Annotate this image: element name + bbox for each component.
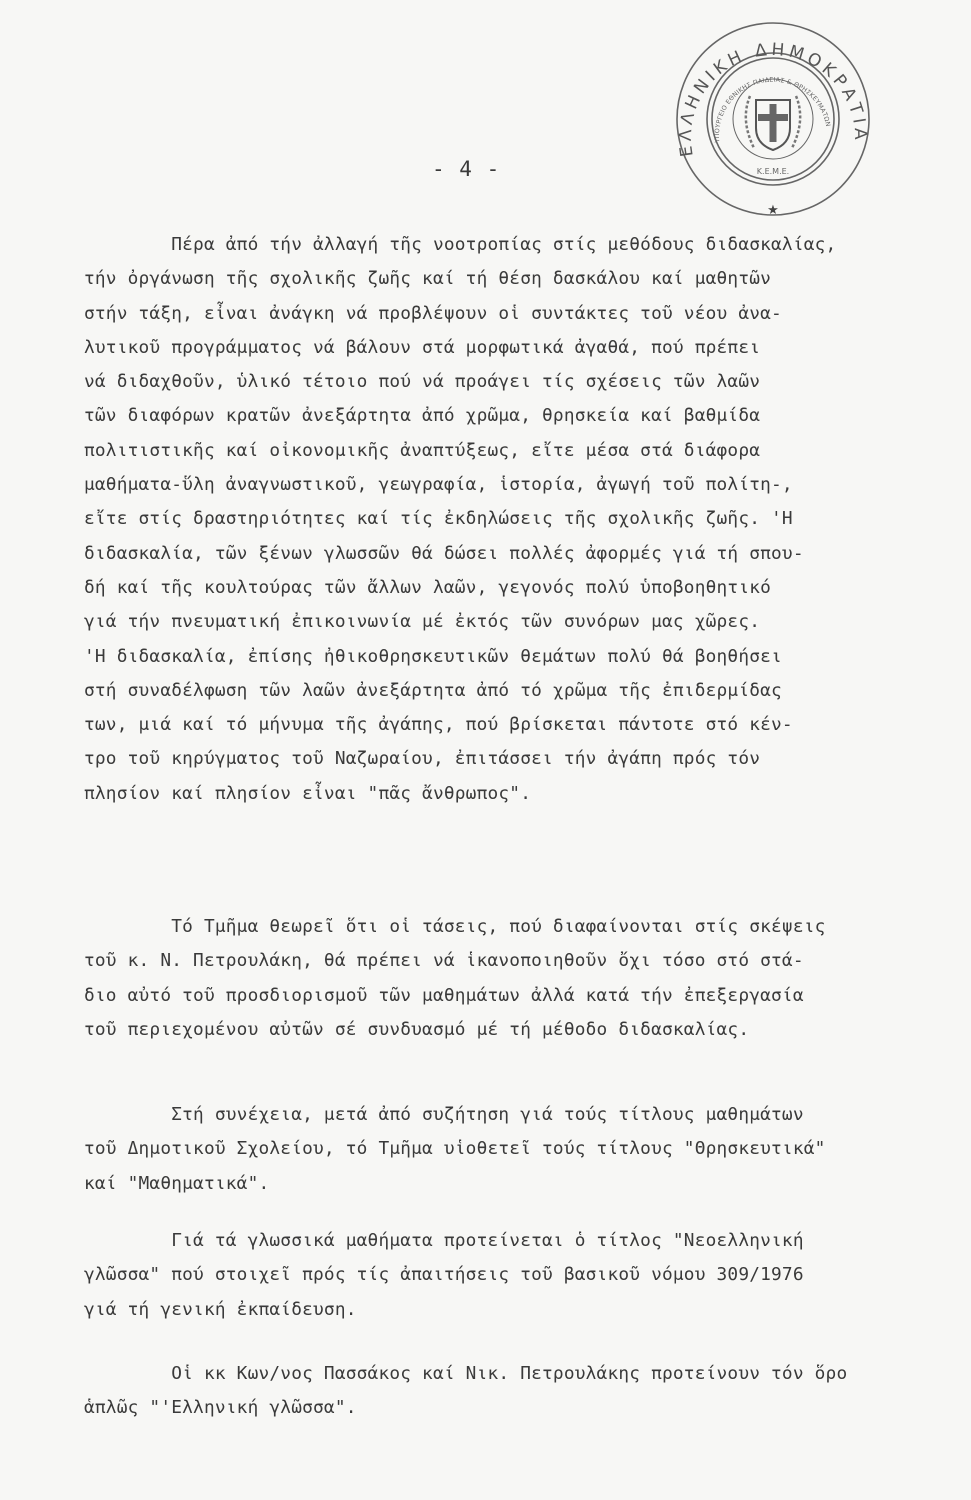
text-line: μαθήματα-ὕλη ἀναγνωστικοῦ, γεωγραφία, ἱστορία, ἀγωγή τοῦ πολίτη-, bbox=[84, 474, 793, 496]
text-line: λυτικοῦ προγράμματος νά βάλουν στά μορφωτικά ἀγαθά, πού πρέπει bbox=[84, 336, 761, 358]
text-line: εἴτε στίς δραστηριότητες καί τίς ἐκδηλώσεις τῆς σχολικῆς ζωῆς. 'Η bbox=[84, 508, 793, 530]
paragraph bbox=[84, 228, 969, 811]
text-line: νά διδαχθοῦν, ὑλικό τέτοιο πού νά προάγει τίς σχέσεις τῶν λαῶν bbox=[84, 371, 761, 393]
text-line: ἁπλῶς "'Ελληνική γλῶσσα". bbox=[84, 1397, 357, 1419]
text-line: τοῦ κ. Ν. Πετρουλάκη, θά πρέπει νά ἱκανοποιηθοῦν ὄχι τόσο στό στά- bbox=[84, 950, 804, 972]
text-line: Στή συνέχεια, μετά ἀπό συζήτηση γιά τούς τίτλους μαθημάτων bbox=[84, 1104, 804, 1125]
text-line: Τό Τμῆμα θεωρεῖ ὅτι οἱ τάσεις, πού διαφαίνονται στίς σκέψεις bbox=[84, 916, 826, 937]
seal-star-icon: ★ bbox=[767, 203, 779, 218]
text-line: γλῶσσα" πού στοιχεῖ πρός τίς ἀπαιτήσεις τοῦ βασικοῦ νόμου 309/1976 bbox=[84, 1264, 804, 1286]
page-number: - 4 - bbox=[432, 157, 501, 181]
text-line: στή συναδέλφωση τῶν λαῶν ἀνεξάρτητα ἀπό τό χρῶμα τῆς ἐπιδερμίδας bbox=[84, 679, 782, 701]
seal-bottom-text: Κ.Ε.Μ.Ε. bbox=[756, 167, 790, 176]
text-line: πολιτιστικῆς καί οἰκονομικῆς ἀναπτύξεως, εἴτε μέσα στά διάφορα bbox=[84, 439, 761, 461]
text-line: τῶν διαφόρων κρατῶν ἀνεξάρτητα ἀπό χρῶμα, θρησκεία καί βαθμίδα bbox=[84, 405, 761, 427]
text-line: τοῦ περιεχομένου αὐτῶν σέ συνδυασμό μέ τή μέθοδο διδασκαλίας. bbox=[84, 1018, 750, 1040]
text-line: 'Η διδασκαλία, ἐπίσης ἠθικοθρησκευτικῶν θεμάτων πολύ θά βοηθήσει bbox=[84, 645, 782, 667]
text-line: διδασκαλία, τῶν ξένων γλωσσῶν θά δώσει πολλές ἀφορμές γιά τή σπου- bbox=[84, 542, 804, 564]
paragraph bbox=[84, 1098, 969, 1201]
text-line: Γιά τά γλωσσικά μαθήματα προτείνεται ὁ τίτλος "Νεοελληνική bbox=[84, 1230, 804, 1251]
text-line: γιά τήν πνευματική ἐπικοινωνία μέ ἐκτός τῶν συνόρων μας χῶρες. bbox=[84, 611, 761, 633]
seal-inner-text: ΥΠΟΥΡΓΕΙΟ ΕΘΝΙΚΗΣ ΠΑΙΔΕΙΑΣ & ΘΡΗΣΚΕΥΜΑΤΩΝ bbox=[713, 76, 832, 143]
text-line: Οἱ κκ Κων/νος Πασσάκος καί Νικ. Πετρουλάκης προτείνουν τόν ὅρο bbox=[84, 1363, 848, 1384]
text-line: τήν ὀργάνωση τῆς σχολικῆς ζωῆς καί τή θέση δασκάλου καί μαθητῶν bbox=[84, 268, 772, 290]
text-line: γιά τή γενική ἐκπαίδευση. bbox=[84, 1298, 357, 1320]
official-seal-stamp bbox=[672, 18, 874, 220]
text-line: Πέρα ἀπό τήν ἀλλαγή τῆς νοοτροπίας στίς μεθόδους διδασκαλίας, bbox=[84, 234, 837, 255]
text-line: τοῦ Δημοτικοῦ Σχολείου, τό Τμῆμα υἱοθετεῖ τούς τίτλους "Θρησκευτικά" bbox=[84, 1138, 826, 1160]
paragraph bbox=[84, 1224, 969, 1327]
text-line: τρο τοῦ κηρύγματος τοῦ Ναζωραίου, ἐπιτάσσει τήν ἀγάπη πρός τόν bbox=[84, 748, 761, 770]
seal-outer-text: ΕΛΛΗΝΙΚΗ ΔΗΜΟΚΡΑΤΙΑ bbox=[675, 39, 871, 158]
text-line: διο αὐτό τοῦ προσδιορισμοῦ τῶν μαθημάτων ἀλλά κατά τήν ἐπεξεργασία bbox=[84, 984, 804, 1006]
text-line: πλησίον καί πλησίον εἶναι "πᾶς ἄνθρωπος". bbox=[84, 782, 532, 804]
text-line: δή καί τῆς κουλτούρας τῶν ἄλλων λαῶν, γεγονός πολύ ὑποβοηθητικό bbox=[84, 576, 772, 598]
text-line: καί "Μαθηματικά". bbox=[84, 1172, 270, 1194]
coat-of-arms-icon bbox=[746, 96, 800, 150]
paragraph bbox=[84, 910, 969, 1047]
text-line: των, μιά καί τό μήνυμα τῆς ἀγάπης, πού βρίσκεται πάντοτε στό κέν- bbox=[84, 714, 793, 736]
paragraph bbox=[84, 1357, 969, 1426]
text-line: στήν τάξη, εἶναι ἀνάγκη νά προβλέψουν οἱ συντάκτες τοῦ νέου ἀνα- bbox=[84, 302, 782, 324]
